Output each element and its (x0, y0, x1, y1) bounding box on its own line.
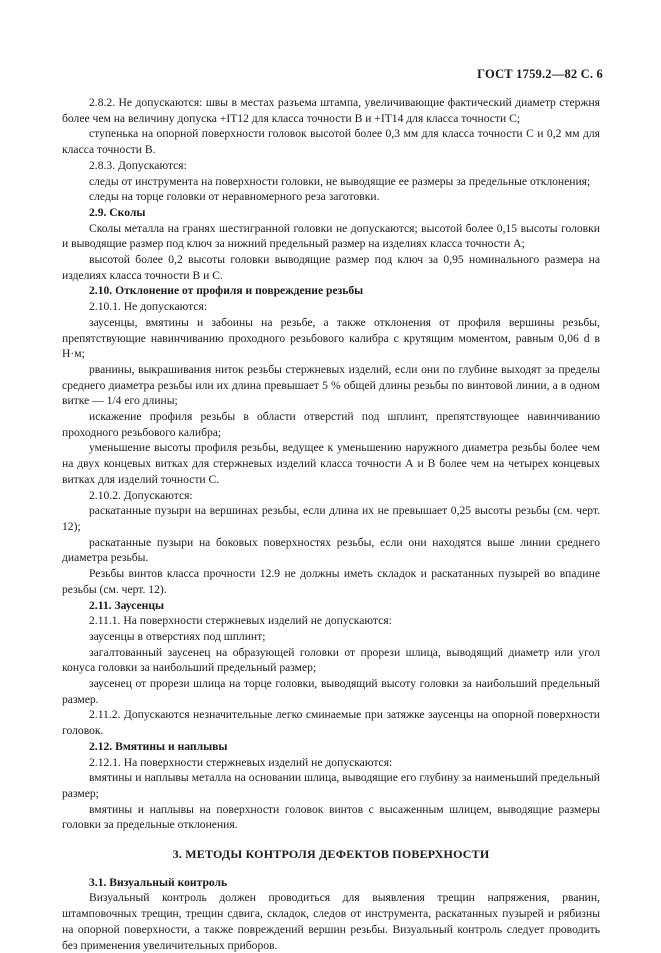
section-title: 3. МЕТОДЫ КОНТРОЛЯ ДЕФЕКТОВ ПОВЕРХНОСТИ (172, 847, 490, 862)
paragraph: искажение профиля резьбы в области отверстий под шплинт, препятствующее навинчиванию проходного резьбового калибра; (62, 410, 600, 439)
paragraph: ступенька на опорной поверхности головок высотой более 0,3 мм для класса точности С и 0,2 мм для класса точности В. (62, 127, 600, 157)
paragraph: следы от инструмента на поверхности головки, не выводящие ее размеры за предельные отклонения; (89, 174, 591, 188)
paragraph: Сколы металла на гранях шестигранной головки не допускаются; высотой более 0,15 высоты головки и выводящие размер под ключ за нижний предельный размер на изделиях класса точности А; (62, 221, 600, 251)
paragraph: заусенцы в отверстиях под шплинт; (89, 629, 266, 643)
subsection-heading: 2.11. Заусенцы (89, 598, 165, 612)
document-body (62, 95, 600, 953)
paragraph: заусенцы, вмятины и забоины на резьбе, а также отклонения от профиля вершины резьбы, препятствующие навинчиванию проходного резьбового калибра с крутящим моментом, равным 0,06 d в Н·м; (62, 315, 600, 361)
paragraph: Визуальный контроль должен проводиться для выявления трещин напряжения, рванин, штамповочных трещин, трещин сдвига, складок, следов от инструмента, раскатанных пузырей и рябизны на опорной поверхности, а также повреждений вершин резьбы. Визуальный контроль следует проводить без применения увеличительных приборов. (62, 891, 600, 952)
paragraph: следы на торце головки от неравномерного реза заготовки. (89, 190, 380, 204)
paragraph: загалтованный заусенец на образующей головки от прорези шлица, выводящий диаметр или угол конуса головки за наибольший предельный размер; (62, 645, 600, 675)
paragraph: заусенец от прорези шлица на торце головки, выводящий высоту головки за наибольший предельный размер. (62, 677, 600, 706)
subsection-heading: 2.9. Сколы (89, 205, 146, 219)
paragraph: 2.8.3. Допускаются: (89, 158, 187, 172)
paragraph: высотой более 0,2 высоты головки выводящие размер под ключ за 0,95 номинального размера на изделиях класса точности В и С. (62, 253, 600, 282)
paragraph: раскатанные пузыри на вершинах резьбы, если длина их не превышает 0,25 высоты резьбы (см. черт. 12); (62, 504, 600, 533)
paragraph: уменьшение высоты профиля резьбы, ведущее к уменьшению наружного диаметра резьбы более чем на двух концевых витках для стержневых изделий класса точности А и В более чем на четырех концевых витках для изделий точности С. (62, 441, 600, 486)
paragraph: 2.12.1. На поверхности стержневых изделий не допускаются: (89, 755, 393, 769)
subsection-heading: 2.12. Вмятины и наплывы (89, 739, 228, 753)
subsection-heading: 3.1. Визуальный контроль (89, 875, 228, 889)
paragraph: 2.11.2. Допускаются незначительные легко сминаемые при затяжке заусенцы на опорной поверхности головок. (62, 708, 600, 738)
page-header: ГОСТ 1759.2—82 С. 6 (477, 67, 603, 81)
paragraph: раскатанные пузыри на боковых поверхностях резьбы, если они находятся выше линии среднего диаметра резьбы. (62, 535, 600, 565)
paragraph: 2.8.2. Не допускаются: швы в местах разъема штампа, увеличивающие фактический диаметр стержня более чем на величину допуска +IT12 для класса точности В и +IT14 для класса точности С; (62, 96, 600, 125)
paragraph: 2.10.1. Не допускаются: (89, 300, 208, 314)
paragraph: вмятины и наплывы на поверхности головок винтов с высаженным шлицем, выводящие размеры головки за предельные отклонения. (62, 802, 600, 832)
paragraph: 2.11.1. На поверхности стержневых изделий не допускаются: (89, 614, 392, 628)
paragraph: 2.10.2. Допускаются: (89, 488, 193, 502)
subsection-heading: 2.10. Отклонение от профиля и повреждение резьбы (89, 284, 364, 298)
paragraph: вмятины и наплывы металла на основании шлица, выводящие его глубину за наименьший предельный размер; (62, 771, 600, 800)
paragraph: рванины, выкрашивания ниток резьбы стержневых изделий, если они по глубине выходят за пределы среднего диаметра резьбы или их длина превышает 5 % общей длины резьбы по винтовой линии, а в одном витке — 1/4 его длины; (62, 362, 600, 408)
paragraph: Резьбы винтов класса прочности 12.9 не должны иметь складок и раскатанных пузырей во впадине резьбы (см. черт. 12). (62, 567, 600, 596)
